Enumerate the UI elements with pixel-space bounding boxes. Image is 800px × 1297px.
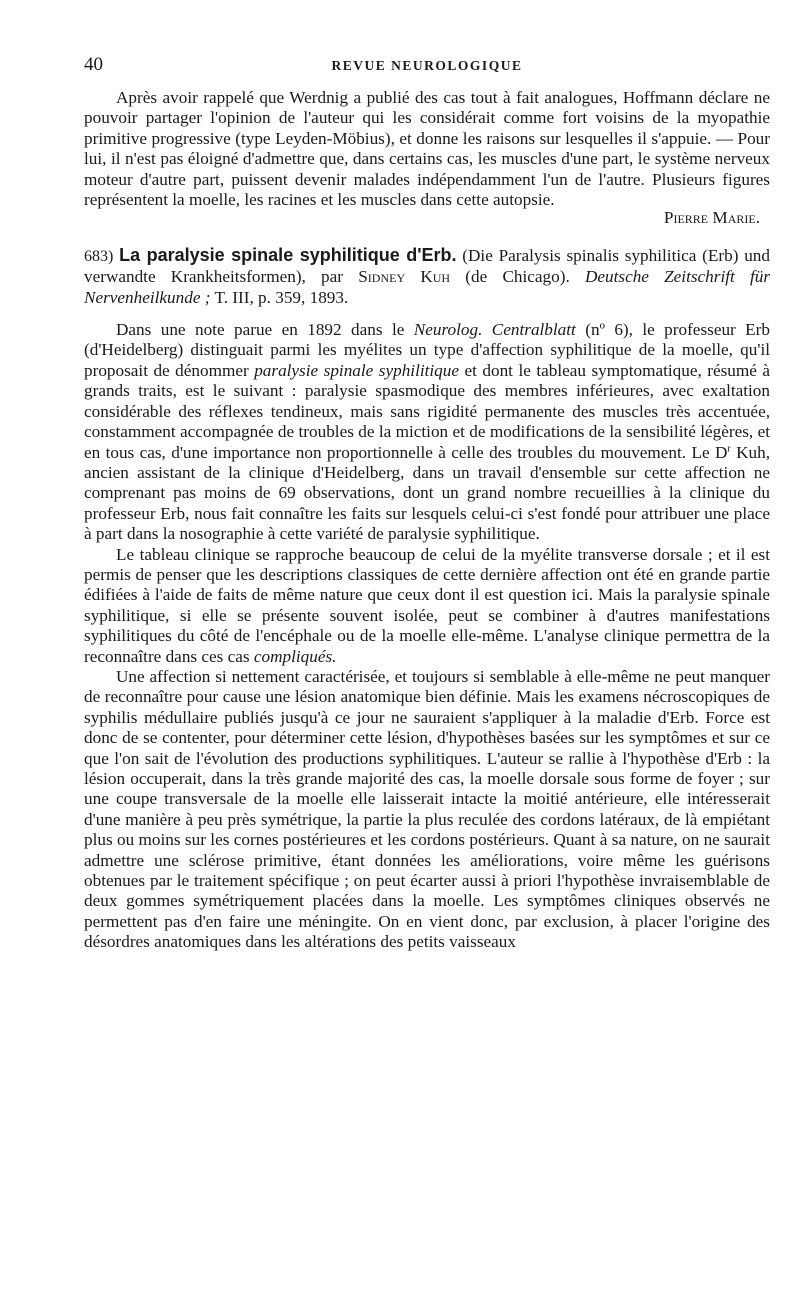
article-location: (de Chicago).	[465, 267, 570, 287]
text-run-italic: paralysie spinale syphilitique	[254, 360, 459, 380]
paragraph-2	[84, 545, 770, 667]
text-run-italic: Neurolog. Centralblatt	[413, 320, 576, 340]
article-title: La paralysie spinale syphilitique d'Erb.	[119, 244, 457, 265]
paragraph-1	[84, 320, 770, 544]
text-run: Dans une note parue en 1892 dans le	[116, 320, 405, 340]
article-author: Sidney Kuh	[358, 267, 451, 287]
running-head	[84, 54, 770, 82]
signature: Pierre Marie.	[663, 208, 760, 228]
paragraph-3: Une affection si nettement caractérisée, et toujours si semblable à elle-même ne peut manquer de reconnaître pour cause une lésion anatomique bien définie. Mais les examens nécroscopiques de syphilis médullaire publiés jusqu'à ce jour ne sauraient s'appliquer à la maladie d'Erb. Force est donc de se contenter, pour déterminer cette lésion, d'hypothèses basées sur les symptômes et sur ce que l'on sait de l'évolution des productions syphilitiques. L'auteur se rallie à l'hypothèse d'Erb : la lésion occuperait, dans la très grande majorité des cas, la moelle dorsale sous forme de foyer ; sur une coupe transversale de la moelle elle laisserait intacte la moitié antérieure, elle intéresserait d'une manière à peu près symétrique, la partie la plus reculée des cordons latéraux, de là empiétant plus ou moins sur les cornes postérieures et les cordons postérieurs. Quant à sa nature, on ne saurait admettre une sclérose primitive, étant données les améliorations, voire même les guérisons obtenues par le traitement spécifique ; on peut écarter aussi à priori l'hypothèse invraisemblable de deux gommes symétriquement placées dans la moelle. Les symptômes cliniques observés ne permettent pas d'en faire une méningite. On en vient donc, par exclusion, à placer l'origine des désordres anatomiques dans les altérations des petits vaisseaux	[84, 666, 770, 952]
text-run: et dont le tableau symptomatique, résumé à grands traits, est le suivant : paralysie spasmodique des membres inférieures, avec exaltation considérable des réflexes tendineux, mais sans rigidité permanente des muscles très accentuée, constamment accompagnée de troubles de la miction et de modifications de la sensibilité légères, et en tous cas, d'une importance non proportionnelle à celle des troubles du mouvement. Le D	[84, 360, 770, 462]
text-run: Kuh, ancien assistant de la clinique d'Heidelberg, dans un travail d'ensemble sur cette affection ne comprenant pas moins de 69 observations, dont un grand nombre recueillies à la clinique du professeur Erb, nous fait connaître les faits sur lesquels celui-ci s'est fondé pour attribuer une place à part dans la nosographie à cette variété de paralysie syphilitique.	[84, 442, 770, 544]
article-number: 683)	[84, 247, 114, 265]
text-run: (nº 6), le professeur Erb (d'Heidelberg) distinguait parmi les myélites un type d'affection syphilitique de la moelle, qu'il proposait de dénommer	[84, 320, 771, 380]
text-run-italic: compliqués.	[253, 646, 337, 666]
text-run: Le tableau clinique se rapproche beaucoup de celui de la myélite transverse dorsale ; et il est permis de penser que les descriptions classiques de cette dernière affection ont été en grande partie édifiées à l'aide de faits de même nature que ceux dont il est question ici. Mais la paralysie spinale syphilitique, si elle se présente souvent isolée, peut se combiner à d'autres manifestations syphilitiques du côté de l'encéphale ou de la moelle elle-même. L'analyse clinique permettra de la reconnaître dans ces cas	[84, 544, 770, 666]
article-heading	[84, 245, 770, 308]
article-reference: T. III, p. 359, 1893.	[214, 287, 349, 307]
article-subtitle: (Die Paralysis spinalis syphilitica (Erb) und verwandte Krankheitsformen), par	[84, 245, 770, 287]
intro-paragraph: Après avoir rappelé que Werdnig a publié des cas tout à fait analogues, Hoffmann déclare ne pouvoir partager l'opinion de l'auteur qui les considérait comme fort voisins de la myopathie primitive progressive (type Leyden-Möbius), et donne les raisons sur lesquelles il s'appuie. — Pour lui, il n'est pas éloigné d'admettre que, dans certains cas, les muscles d'une part, le système nerveux moteur d'autre part, puissent devenir malades indépendamment l'un de l'autre. Plusieurs figures représentent la moelle, les racines et les muscles dans cette autopsie.	[84, 88, 770, 210]
page-number: 40	[84, 54, 103, 75]
article-journal: Deutsche Zeitschrift für Nervenheilkunde ;	[84, 267, 771, 307]
journal-title: REVUE NEUROLOGIQUE	[331, 58, 523, 73]
superscript: r	[727, 442, 731, 454]
